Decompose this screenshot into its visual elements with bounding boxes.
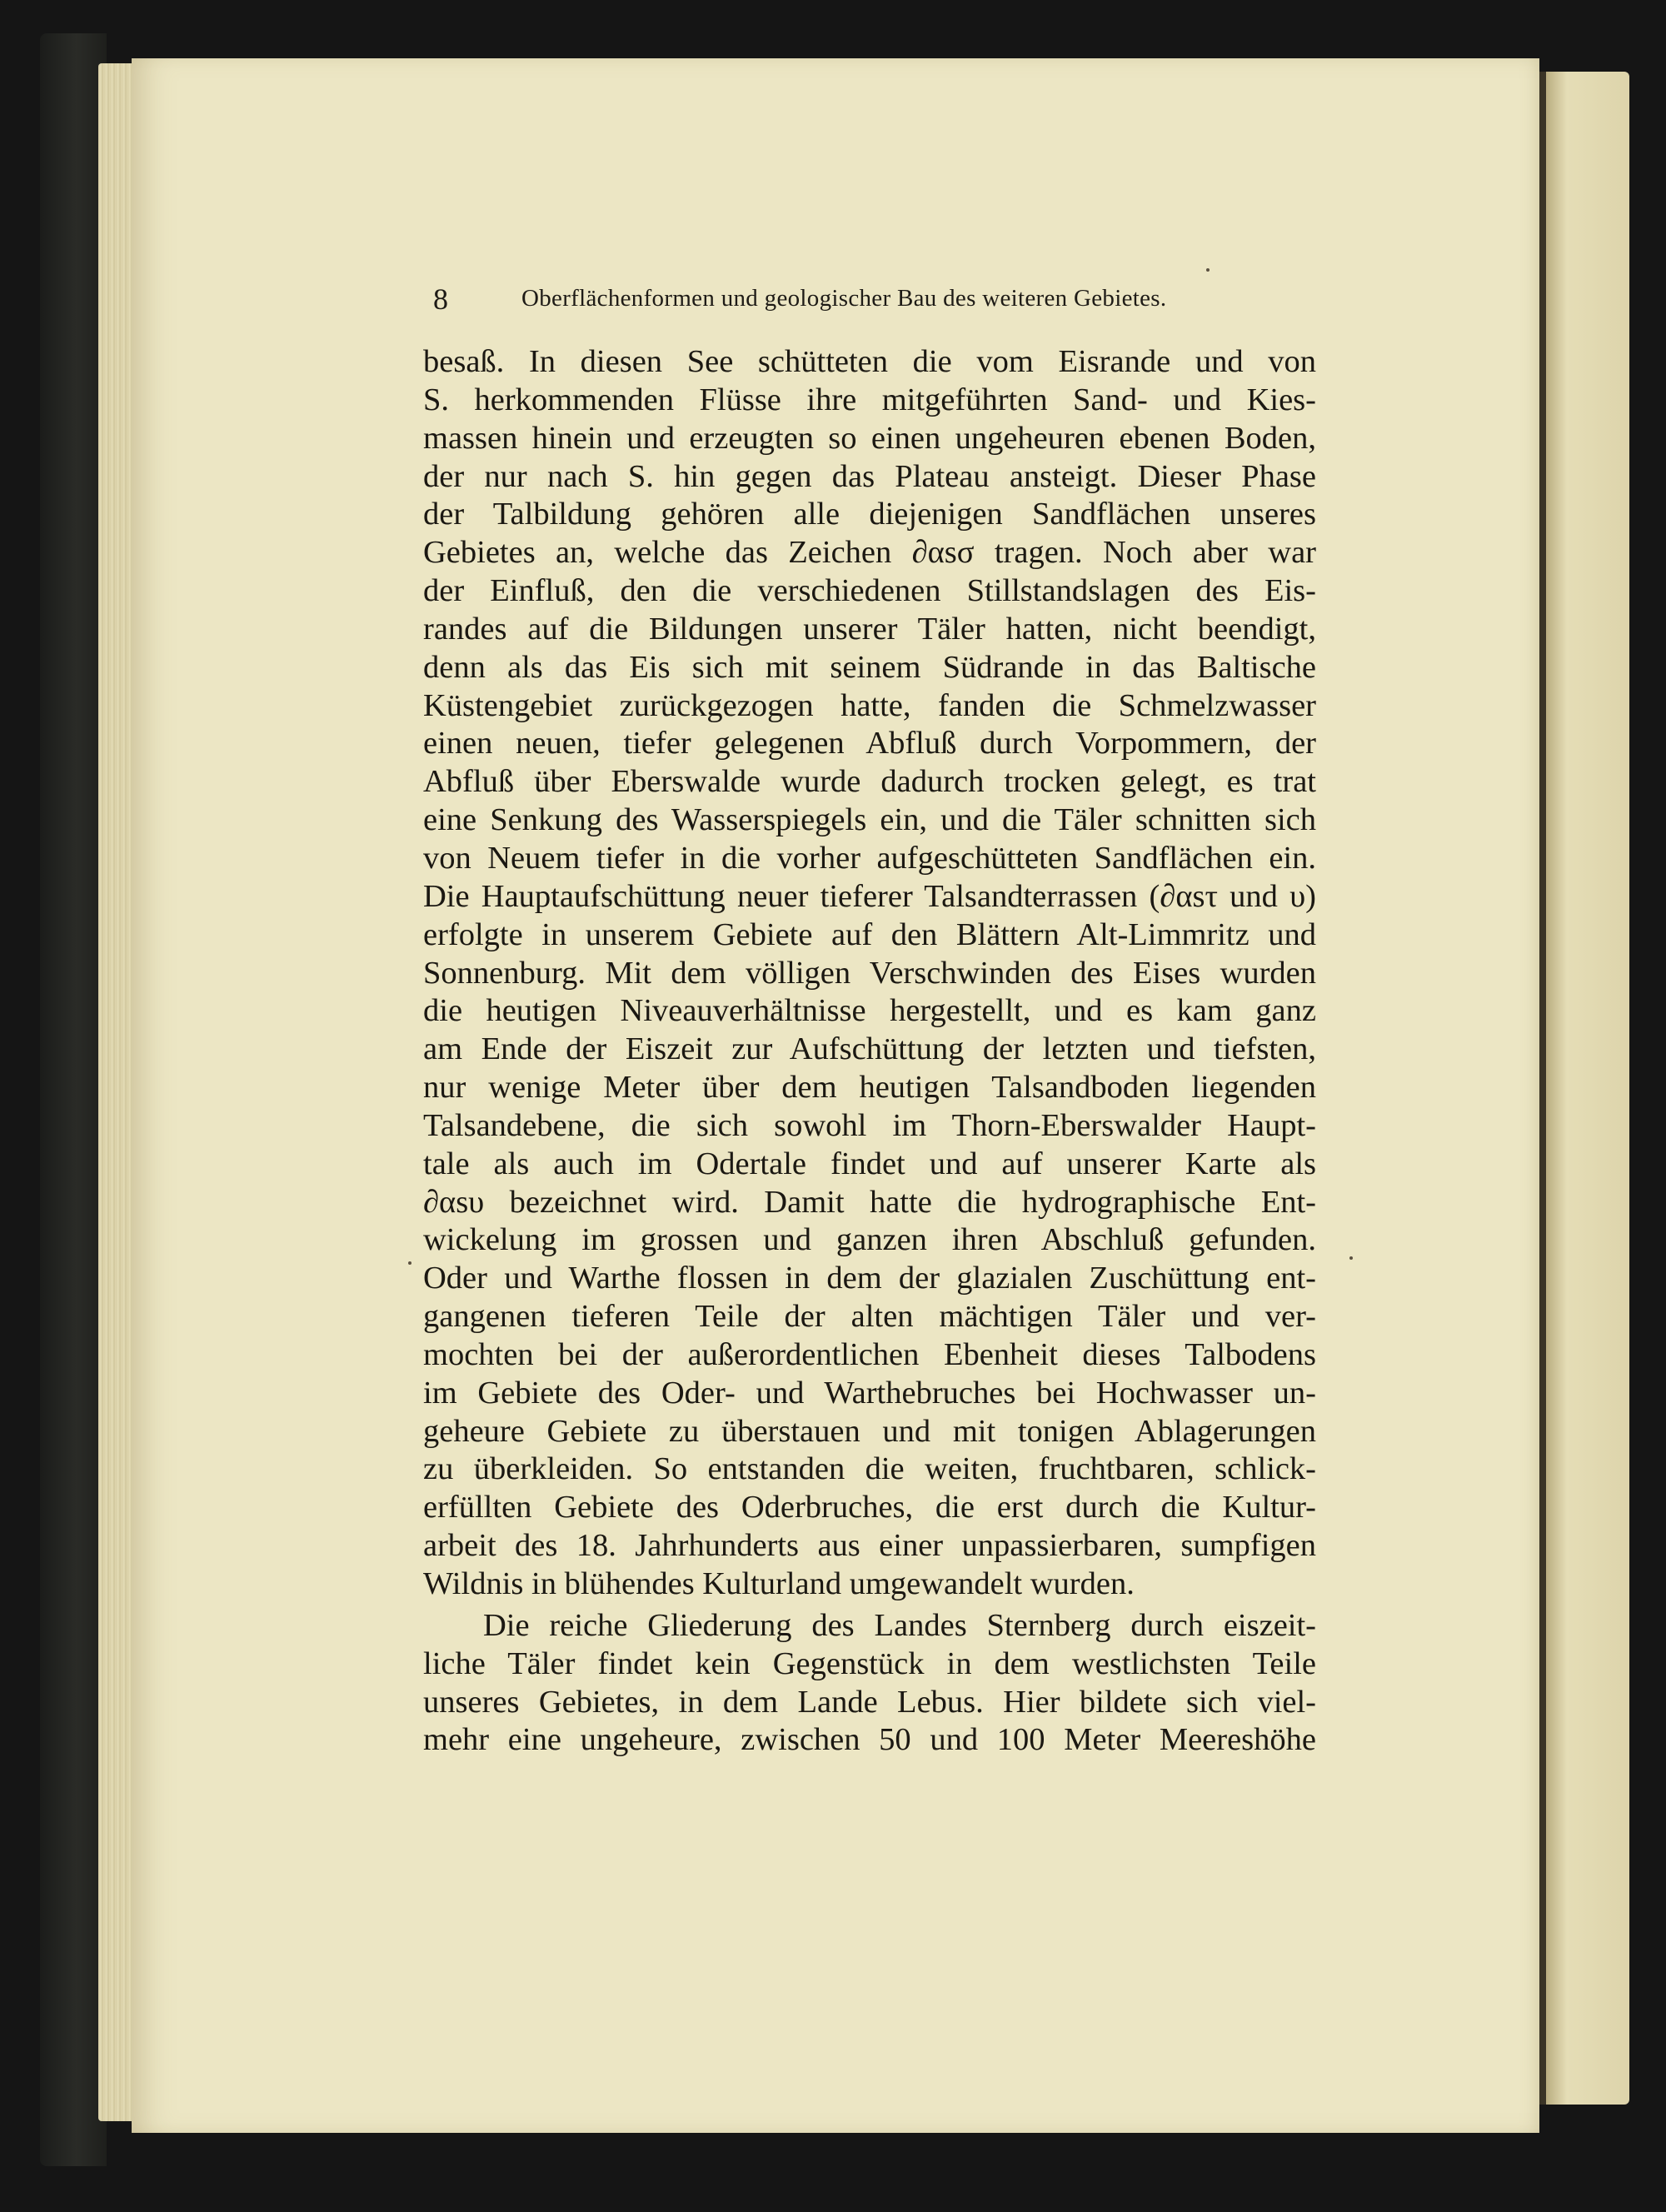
text-line: Wildnis in blühendes Kulturland umgewandelt wurden.	[423, 1566, 1135, 1601]
paragraph-1	[423, 343, 1316, 1604]
text-line: Oder und Warthe flossen in dem der glazialen Zuschüttung ent-	[423, 1261, 1316, 1296]
text-line: Talsandebene, die sich sowohl im Thorn-Eberswalder Haupt-	[423, 1107, 1316, 1143]
text-line: erfüllten Gebiete des Oderbruches, die erst durch die Kultur-	[423, 1490, 1316, 1525]
text-line: liche Täler findet kein Gegenstück in dem westlichsten Teile	[423, 1645, 1316, 1681]
next-page-edge	[1546, 72, 1629, 2105]
text-line: wickelung im grossen und ganzen ihren Abschluß gefunden.	[423, 1222, 1316, 1258]
text-line: Küstengebiet zurückgezogen hatte, fanden die Schmelzwasser	[423, 687, 1316, 723]
text-line: der nur nach S. hin gegen das Plateau ansteigt. Dieser Phase	[423, 458, 1316, 494]
text-line: besaß. In diesen See schütteten die vom Eisrande und von	[423, 344, 1316, 379]
text-line: mochten bei der außerordentlichen Ebenheit dieses Talbodens	[423, 1336, 1316, 1372]
text-line: einen neuen, tiefer gelegenen Abfluß durch Vorpommern, der	[423, 726, 1316, 761]
text-line: massen hinein und erzeugten so einen ungeheuren ebenen Boden,	[423, 420, 1316, 456]
text-line: die heutigen Niveauverhältnisse hergestellt, und es kam ganz	[423, 993, 1316, 1029]
text-line: geheure Gebiete zu überstauen und mit tonigen Ablagerungen	[423, 1413, 1316, 1449]
text-line: der Einfluß, den die verschiedenen Stillstandslagen des Eis-	[423, 573, 1316, 609]
book-cover	[40, 33, 107, 2166]
text-line: Abfluß über Eberswalde wurde dadurch trocken gelegt, es trat	[423, 764, 1316, 800]
paper-speck	[408, 1261, 412, 1265]
text-line: arbeit des 18. Jahrhunderts aus einer unpassierbaren, sumpfigen	[423, 1528, 1316, 1564]
paper-speck	[1349, 1256, 1353, 1260]
paragraph-2	[423, 1607, 1316, 1760]
text-line: unseres Gebietes, in dem Lande Lebus. Hier bildete sich viel-	[423, 1684, 1316, 1720]
paper-speck	[1206, 268, 1210, 272]
running-head	[433, 282, 1349, 318]
text-line: Die reiche Gliederung des Landes Sternberg durch eiszeit-	[483, 1607, 1316, 1643]
text-line: von Neuem tiefer in die vorher aufgeschütteten Sandflächen ein.	[423, 840, 1316, 876]
text-line: zu überkleiden. So entstanden die weiten, fruchtbaren, schlick-	[423, 1451, 1316, 1487]
text-line: gangenen tieferen Teile der alten mächtigen Täler und ver-	[423, 1299, 1316, 1335]
page-number: 8	[433, 282, 448, 316]
text-line: eine Senkung des Wasserspiegels ein, und die Täler schnitten sich	[423, 802, 1316, 838]
text-line: randes auf die Bildungen unserer Täler hatten, nicht beendigt,	[423, 611, 1316, 647]
running-head-title: Oberflächenformen und geologischer Bau des weiteren Gebietes.	[521, 285, 1167, 312]
text-line: Die Hauptaufschüttung neuer tieferer Talsandterrassen (∂αsτ und υ)	[423, 878, 1316, 914]
text-line: Sonnenburg. Mit dem völligen Verschwinden des Eises wurden	[423, 955, 1316, 991]
text-line: S. herkommenden Flüsse ihre mitgeführten Sand- und Kies-	[423, 382, 1316, 417]
text-line: nur wenige Meter über dem heutigen Talsandboden liegenden	[423, 1070, 1316, 1106]
text-line: mehr eine ungeheure, zwischen 50 und 100 Meter Meereshöhe	[423, 1722, 1316, 1758]
text-line: denn als das Eis sich mit seinem Südrande in das Baltische	[423, 649, 1316, 685]
body-text	[423, 343, 1316, 1760]
text-line: am Ende der Eiszeit zur Aufschüttung der letzten und tiefsten,	[423, 1031, 1316, 1067]
text-line: im Gebiete des Oder- und Warthebruches bei Hochwasser un-	[423, 1375, 1316, 1411]
text-line: erfolgte in unserem Gebiete auf den Blättern Alt-Limmritz und	[423, 916, 1316, 952]
text-line: tale als auch im Odertale findet und auf unserer Karte als	[423, 1146, 1316, 1181]
text-line: ∂αsυ bezeichnet wird. Damit hatte die hydrographische Ent-	[423, 1184, 1316, 1220]
text-line: der Talbildung gehören alle diejenigen Sandflächen unseres	[423, 497, 1316, 532]
text-line: Gebietes an, welche das Zeichen ∂αsσ tragen. Noch aber war	[423, 535, 1316, 571]
